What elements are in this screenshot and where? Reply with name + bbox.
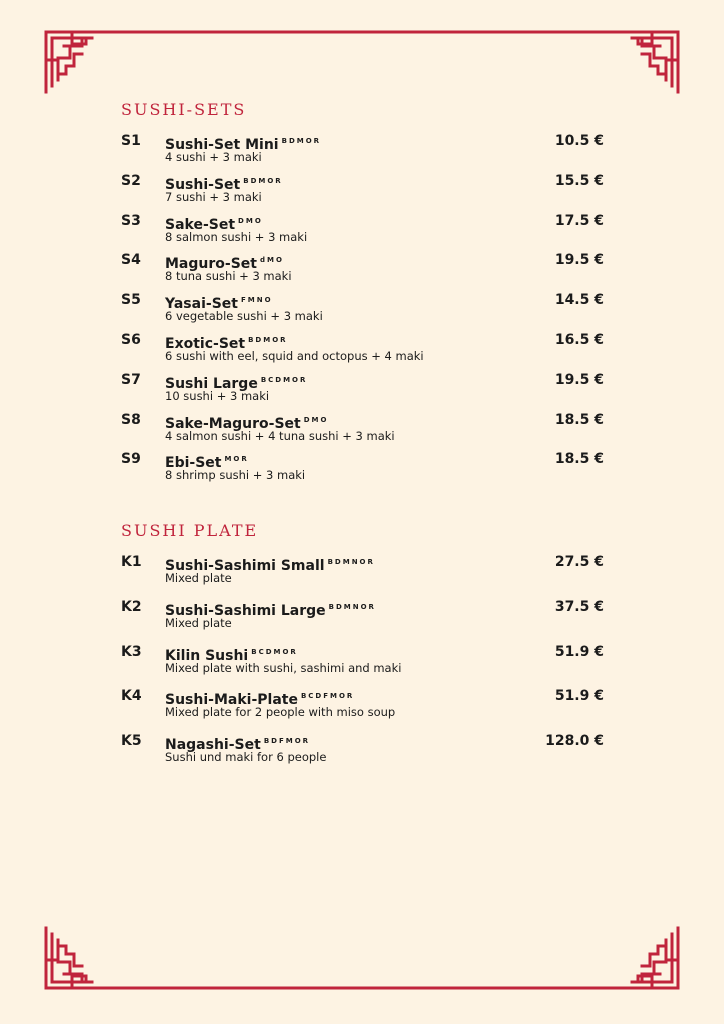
- item-description: Mixed plate: [165, 615, 232, 630]
- corner-ornament-bottom-right: [626, 928, 678, 988]
- item-description: Sushi und maki for 6 people: [165, 750, 327, 765]
- menu-item: [121, 643, 604, 688]
- item-code: S8: [121, 411, 141, 428]
- allergen-codes: DMO: [303, 415, 329, 424]
- item-description: 7 sushi + 3 maki: [165, 189, 262, 204]
- item-name-text: Ebi-Set: [165, 455, 222, 472]
- menu-item: [121, 598, 604, 643]
- item-code: S6: [121, 331, 141, 348]
- menu-item: [121, 331, 604, 371]
- item-code: S3: [121, 212, 141, 229]
- menu-item: [121, 291, 604, 331]
- item-description: 4 salmon sushi + 4 tuna sushi + 3 maki: [165, 428, 395, 443]
- item-description: 6 sushi with eel, squid and octopus + 4 maki: [165, 348, 424, 363]
- item-description: Mixed plate for 2 people with miso soup: [165, 705, 396, 720]
- allergen-codes: FMNO: [240, 296, 273, 305]
- item-price: 51.9 €: [554, 643, 604, 660]
- menu-item: [121, 687, 604, 732]
- menu-item: [121, 411, 604, 451]
- item-code: S9: [121, 451, 141, 468]
- item-code: K1: [121, 554, 142, 570]
- item-description: 8 tuna sushi + 3 maki: [165, 269, 292, 284]
- item-price: 19.5 €: [554, 371, 604, 388]
- item-name-text: Sushi-Maki-Plate: [165, 692, 298, 709]
- item-description: 10 sushi + 3 maki: [165, 388, 270, 403]
- allergen-codes: DMO: [238, 216, 263, 225]
- allergen-codes: BDMNOR: [327, 558, 375, 566]
- item-code: K5: [121, 733, 142, 750]
- menu-item: [121, 450, 604, 490]
- section-title-sushi-plate: SUSHI PLATE: [121, 521, 259, 540]
- allergen-codes: BCDMOR: [260, 375, 308, 384]
- menu-item: [121, 172, 604, 212]
- item-name-text: Sushi-Set Mini: [165, 137, 279, 153]
- allergen-codes: BDMOR: [248, 335, 288, 344]
- item-price: 16.5 €: [554, 331, 604, 348]
- item-price: 14.5 €: [554, 292, 604, 309]
- item-name-text: Maguro-Set: [165, 256, 257, 273]
- allergen-codes: dMO: [259, 256, 284, 265]
- item-name-text: Kilin Sushi: [165, 647, 249, 664]
- item-code: K2: [121, 598, 142, 615]
- allergen-codes: BDMNOR: [328, 602, 376, 611]
- section-title-sushi-sets: SUSHI-SETS: [121, 100, 247, 119]
- corner-ornament-bottom-left: [46, 928, 98, 988]
- item-name-text: Sushi-Sashimi Small: [165, 558, 325, 574]
- item-code: S5: [121, 292, 141, 309]
- item-code: K3: [121, 643, 142, 660]
- item-code: S1: [121, 133, 141, 149]
- item-price: 10.5 €: [554, 133, 604, 149]
- item-description: 4 sushi + 3 maki: [165, 150, 262, 164]
- item-name-text: Sake-Set: [165, 216, 236, 233]
- item-price: 19.5 €: [554, 252, 604, 269]
- item-name-text: Sushi Large: [165, 375, 258, 392]
- corner-ornament-top-left: [46, 32, 98, 92]
- item-price: 37.5 €: [554, 598, 604, 615]
- item-description: Mixed plate: [165, 571, 232, 585]
- sushi-sets-list: [121, 132, 604, 490]
- item-name-text: Yasai-Set: [165, 296, 238, 313]
- item-description: 8 shrimp sushi + 3 maki: [165, 468, 306, 483]
- menu-item: [121, 553, 604, 598]
- menu-item: [121, 212, 604, 252]
- item-description: 6 vegetable sushi + 3 maki: [165, 309, 323, 324]
- item-price: 18.5 €: [554, 411, 604, 428]
- menu-item: [121, 251, 604, 291]
- item-name-text: Nagashi-Set: [165, 737, 261, 754]
- item-price: 27.5 €: [554, 554, 604, 570]
- item-price: 18.5 €: [554, 451, 604, 468]
- item-price: 128.0 €: [545, 733, 604, 750]
- item-code: S7: [121, 371, 141, 388]
- allergen-codes: BCDMOR: [251, 647, 298, 656]
- item-name-text: Sushi-Sashimi Large: [165, 602, 326, 619]
- item-price: 17.5 €: [554, 212, 604, 229]
- allergen-codes: BDMOR: [281, 137, 322, 145]
- corner-ornament-top-right: [626, 32, 678, 92]
- item-name-text: Exotic-Set: [165, 335, 246, 352]
- item-name-text: Sake-Maguro-Set: [165, 415, 301, 432]
- item-description: 8 salmon sushi + 3 maki: [165, 229, 308, 244]
- allergen-codes: MOR: [224, 455, 249, 464]
- item-code: S4: [121, 252, 141, 269]
- item-code: K4: [121, 688, 142, 705]
- menu-item: [121, 371, 604, 411]
- item-price: 15.5 €: [554, 172, 604, 189]
- allergen-codes: BCDFMOR: [300, 692, 355, 701]
- item-price: 51.9 €: [554, 688, 604, 705]
- allergen-codes: BDFMOR: [263, 737, 311, 746]
- sushi-plate-list: [121, 553, 604, 777]
- menu-item: [121, 132, 604, 172]
- item-code: S2: [121, 172, 141, 189]
- allergen-codes: BDMOR: [243, 176, 283, 185]
- menu-item: [121, 732, 604, 777]
- item-description: Mixed plate with sushi, sashimi and maki: [165, 660, 402, 675]
- item-name-text: Sushi-Set: [165, 176, 241, 193]
